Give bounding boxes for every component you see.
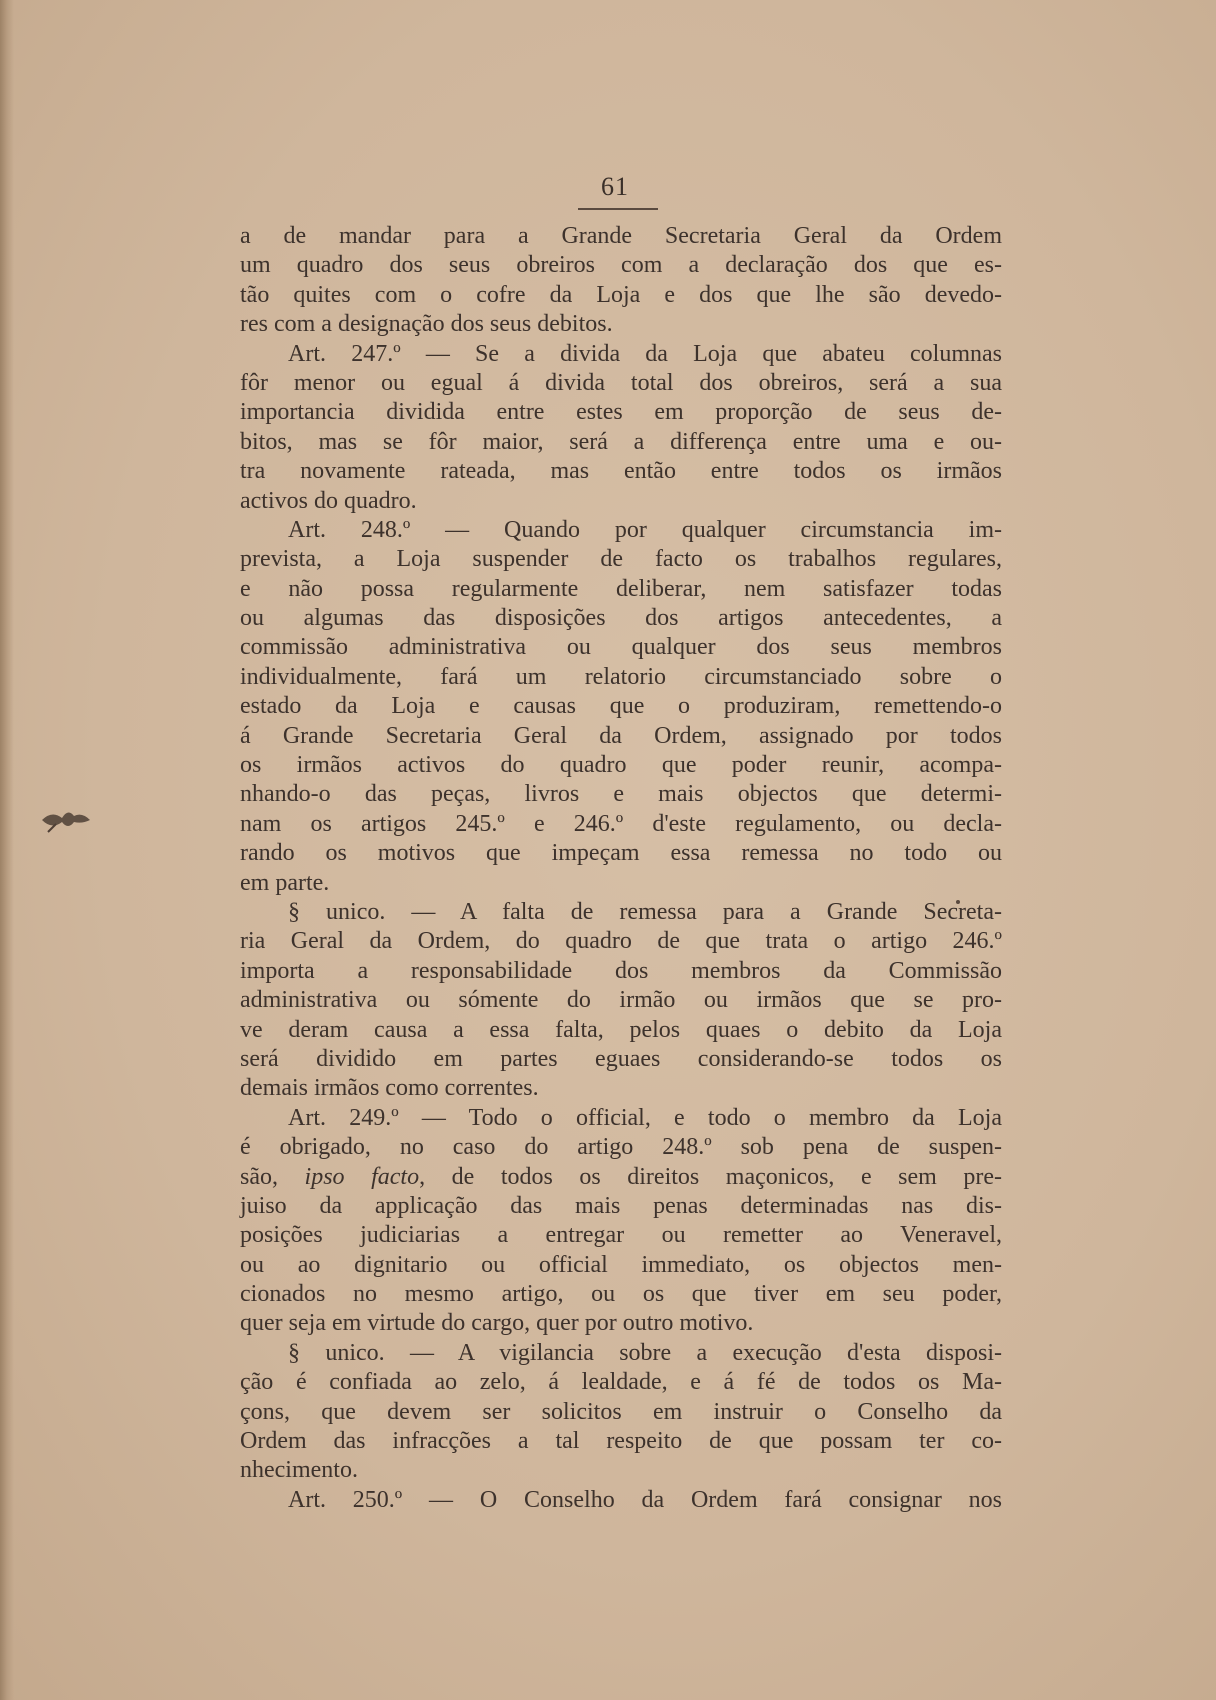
text-line: Art. 247.º — Se a divida da Loja que abateu columnas (288, 340, 1002, 367)
text-line: quer seja em virtude do cargo, quer por outro motivo. (240, 1310, 754, 1337)
text-line: ve deram causa a essa falta, pelos quaes o debito da Loja (240, 1016, 1002, 1043)
text-line: ou ao dignitario ou official immediato, os objectos men- (240, 1251, 1002, 1278)
text-line: nam os artigos 245.º e 246.º d'este regulamento, ou decla- (240, 810, 1002, 837)
text-line: tra novamente rateada, mas então entre todos os irmãos (240, 458, 1002, 485)
text-line: estado da Loja e causas que o produziram, remettendo-o (240, 693, 1002, 720)
page-binding-edge (0, 0, 14, 1700)
text-line: res com a designação dos seus debitos. (240, 311, 613, 338)
text-line: Art. 248.º — Quando por qualquer circumstancia im- (288, 516, 1002, 543)
text-line: em parte. (240, 869, 330, 896)
body-text (240, 222, 1002, 1515)
text-line: juiso da applicação das mais penas determinadas nas dis- (240, 1192, 1002, 1219)
text-line: nhecimento. (240, 1457, 358, 1484)
printer-ornament-icon (38, 802, 94, 838)
text-line: tão quites com o cofre da Loja e dos que lhe são devedo- (240, 281, 1002, 308)
text-line: importancia dividida entre estes em proporção de seus de- (240, 399, 1002, 426)
text-line: çons, que devem ser solicitos em instruir o Conselho da (240, 1398, 1002, 1425)
page-number: 61 (601, 172, 629, 201)
text-line: será dividido em partes eguaes considerando-se todos os (240, 1045, 1002, 1072)
text-line: § unico. — A vigilancia sobre a execução d'esta disposi- (288, 1339, 1002, 1366)
text-line: cionados no mesmo artigo, ou os que tiver em seu poder, (240, 1281, 1002, 1308)
text-line: é obrigado, no caso do artigo 248.º sob pena de suspen- (240, 1134, 1002, 1161)
text-line: á Grande Secretaria Geral da Ordem, assignado por todos (240, 722, 1002, 749)
text-line: posições judiciarias a entregar ou remetter ao Veneravel, (240, 1222, 1002, 1249)
text-line: administrativa ou sómente do irmão ou irmãos que se pro- (240, 987, 1002, 1014)
text-line: individualmente, fará um relatorio circumstanciado sobre o (240, 663, 1002, 690)
text-line: um quadro dos seus obreiros com a declaração dos que es- (240, 252, 1002, 279)
text-line: importa a responsabilidade dos membros da Commissão (240, 957, 1002, 984)
text-line: rando os motivos que impeçam essa remessa no todo ou (240, 840, 1002, 867)
text-line: Art. 249.º — Todo o official, e todo o membro da Loja (288, 1104, 1002, 1131)
text-line: activos do quadro. (240, 487, 417, 514)
page-number-rule (578, 208, 658, 210)
italic-phrase: ipso facto (304, 1163, 420, 1190)
text-line: § unico. — A falta de remessa para a Grande Secreta- (288, 898, 1002, 925)
text-line: ção é confiada ao zelo, á lealdade, e á fé de todos os Ma- (240, 1369, 1002, 1396)
text-line: os irmãos activos do quadro que poder reunir, acompa- (240, 752, 1002, 779)
text-line: prevista, a Loja suspender de facto os trabalhos regulares, (240, 546, 1002, 573)
text-line: bitos, mas se fôr maior, será a differença entre uma e ou- (240, 428, 1002, 455)
text-line: Ordem das infracções a tal respeito de que possam ter co- (240, 1428, 1002, 1455)
text-line: nhando-o das peças, livros e mais objectos que determi- (240, 781, 1002, 808)
text-line: e não possa regularmente deliberar, nem satisfazer todas (240, 575, 1002, 602)
text-line: fôr menor ou egual á divida total dos obreiros, será a sua (240, 369, 1002, 396)
text-line: são, ipso facto, de todos os direitos maçonicos, e sem pre- (240, 1163, 1003, 1190)
text-line: ria Geral da Ordem, do quadro de que trata o artigo 246.º (240, 928, 1002, 955)
text-line: commissão administrativa ou qualquer dos seus membros (240, 634, 1002, 661)
text-line: ou algumas das disposições dos artigos antecedentes, a (240, 605, 1002, 632)
text-line: demais irmãos como correntes. (240, 1075, 539, 1102)
text-line: a de mandar para a Grande Secretaria Geral da Ordem (240, 223, 1002, 249)
text-line: Art. 250.º — O Conselho da Ordem fará consignar nos (288, 1486, 1002, 1513)
